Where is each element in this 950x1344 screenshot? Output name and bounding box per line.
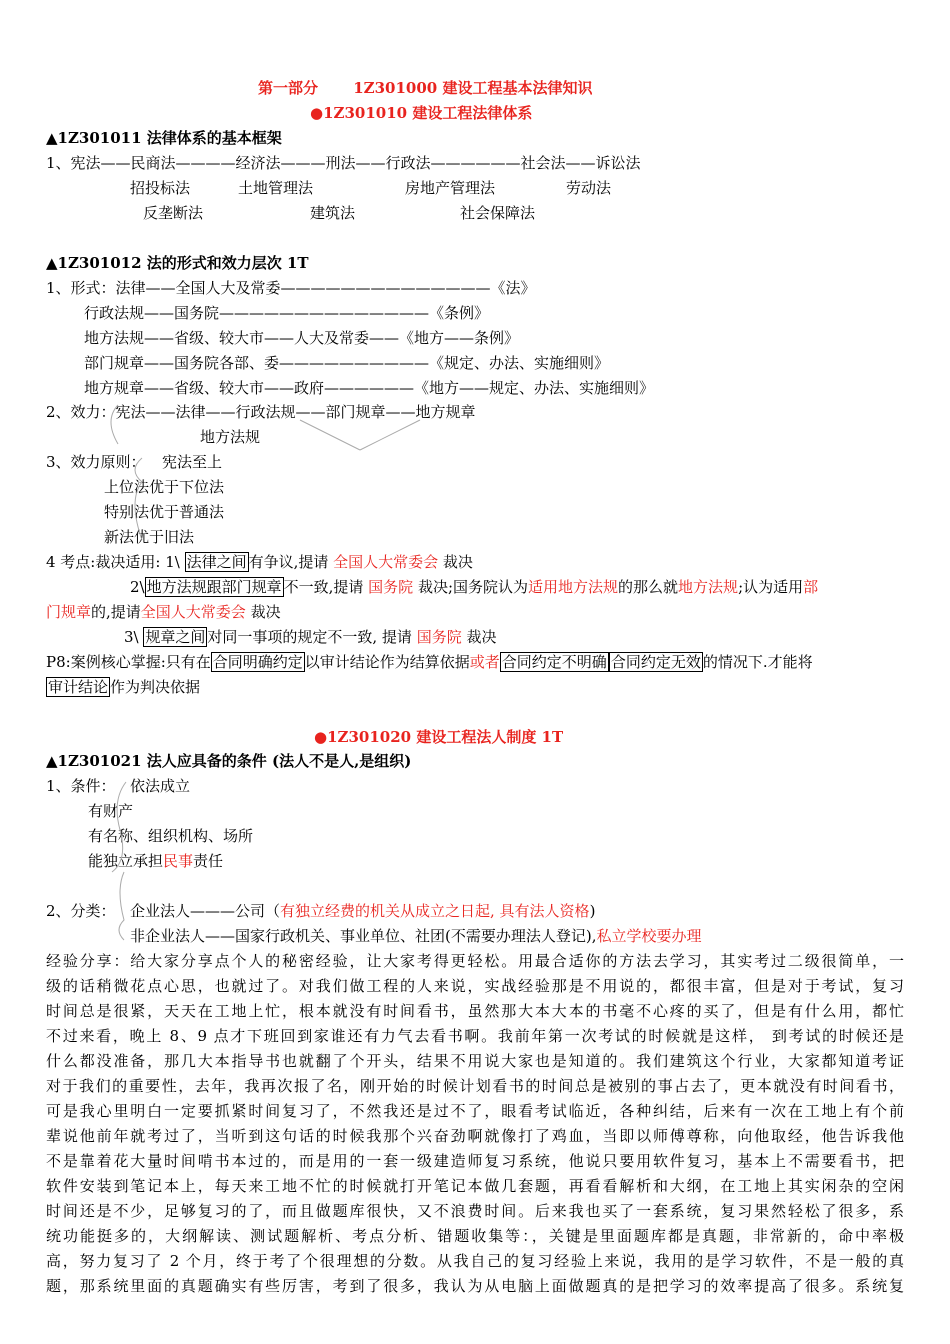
boxed-term: 合同约定无效 bbox=[610, 653, 701, 671]
boxed-term: 审计结论 bbox=[48, 678, 109, 696]
paragraph-line: 级的话稍微花点心思，也就过了。对我们做工程的人来说，实战经验那是不用说的，都很丰富，但是对于考试，复习 bbox=[46, 977, 904, 995]
section-heading-1z301011: ▲1Z301011 法律体系的基本框架 bbox=[46, 129, 282, 147]
principle-item: 新法优于旧法 bbox=[104, 528, 195, 546]
principle-item: 上位法优于下位法 bbox=[104, 478, 225, 496]
effect-line: 2、效力：宪法——法律——行政法规——部门规章——地方规章 bbox=[46, 403, 476, 421]
section-heading-1z301012: ▲1Z301012 法的形式和效力层次 1T bbox=[46, 254, 309, 272]
classification-item: 非企业法人——国家行政机关、事业单位、社团(不需要办理法人登记),私立学校要办理 bbox=[130, 927, 702, 945]
condition-item: 有财产 bbox=[88, 802, 134, 820]
boxed-term: 合同约定不明确 bbox=[501, 653, 607, 671]
law-item: 建筑法 bbox=[310, 204, 356, 222]
section-title-1z301020: ●1Z301020 建设工程法人制度 1T bbox=[314, 728, 564, 746]
boxed-term: 地方法规跟部门规章 bbox=[146, 578, 282, 596]
ruling-line-2-cont: 门规章的,提请全国人大常委会 裁决 bbox=[46, 603, 281, 621]
principle-item: 宪法至上 bbox=[162, 453, 223, 471]
paragraph-line: 什么都没准备，那几大本指导书也就翻了个开头，结果不用说大家也是知道的。我们建筑这个行业，大家都知道考证 bbox=[46, 1052, 904, 1070]
p8-line: P8:案例核心掌握:只有在 合同明确约定 以审计结论作为结算依据或者 合同约定不明确 合同约定无效 的情况下.才能将 bbox=[46, 653, 813, 671]
chapter-title: ●1Z301010 建设工程法律体系 bbox=[310, 104, 533, 122]
condition-item: 依法成立 bbox=[130, 777, 191, 795]
p8-line-cont: 审计结论 作为判决依据 bbox=[48, 678, 201, 696]
paragraph-line: 软件安装到笔记本上，每天来工地不忙的时候就打开笔记本做几套题，再看看解析和大纲，在工地上其实闲杂的空闲 bbox=[46, 1177, 904, 1195]
paragraph-line: 不是靠着花大量时间啃书本过的，而是用的一套一级建造师复习系统，他说只要用软件复习，基本上不需要看书，把 bbox=[46, 1152, 904, 1170]
condition-label: 1、条件： bbox=[46, 777, 116, 795]
part-title: 第一部分 1Z301000 建设工程基本法律知识 bbox=[258, 79, 593, 97]
boxed-term: 规章之间 bbox=[145, 628, 206, 646]
paragraph-line: 经验分享：给大家分享点个人的秘密经验，让大家考得更轻松。用最合适你的方法去学习，其实考过二级很简单，一 bbox=[46, 952, 904, 970]
principle-label: 3、效力原则： bbox=[46, 453, 146, 471]
boxed-term: 法律之间 bbox=[186, 553, 247, 571]
paragraph-line: 对于我们的重要性，去年，我再次报了名，刚开始的时候计划看书的时间总是被别的事占去了，更本就没有时间看书， bbox=[46, 1077, 904, 1095]
law-item: 社会保障法 bbox=[460, 204, 536, 222]
effect-connector bbox=[300, 420, 360, 450]
classification-item: 企业法人———公司（有独立经费的机关从成立之日起, 具有法人资格) bbox=[130, 902, 596, 920]
condition-item: 有名称、组织机构、场所 bbox=[88, 827, 254, 845]
law-item: 招投标法 bbox=[130, 179, 191, 197]
principle-item: 特别法优于普通法 bbox=[104, 503, 225, 521]
form-line: 地方法规——省级、较大市——人大及常委——《地方——条例》 bbox=[84, 329, 520, 347]
paragraph-line: 时间总是很紧，天天在工地上忙，根本就没有时间看书，虽然那大本大本的书毫不心疼的买了，但是有什么用，都忙 bbox=[46, 1002, 904, 1020]
classification-label: 2、分类： bbox=[46, 902, 116, 920]
effect-sub: 地方法规 bbox=[200, 428, 261, 446]
ruling-line-3: 3\ 规章之间 对同一事项的规定不一致, 提请 国务院 裁决 bbox=[124, 628, 497, 646]
form-line: 1、形式：法律——全国人大及常委——————————————《法》 bbox=[46, 279, 536, 297]
ruling-line-2: 2\ 地方法规跟部门规章 不一致,提请 国务院 裁决;国务院认为适用地方法规的那么就地方法规;认为适用部 bbox=[130, 578, 819, 596]
paragraph-line: 可是我心里明白一定要抓紧时间复习了，不然我还是过不了，眼看考试临近，各种纠结，后来有一次在工地上有个前 bbox=[46, 1102, 904, 1120]
paragraph-line: 高，努力复习了 2 个月，终于考了个很理想的分数。从我自己的复习经验上来说，我用的是学习软件，不是一般的真 bbox=[46, 1252, 904, 1270]
paragraph-line: 时间还是不少，足够复习的了，而且做题库很快，又不浪费时间。后来我也买了一套系统，复习果然轻松了很多，系 bbox=[46, 1202, 904, 1220]
classification-brace bbox=[119, 872, 124, 940]
condition-item: 能独立承担民事责任 bbox=[88, 852, 224, 870]
effect-connector bbox=[360, 420, 420, 450]
boxed-term: 合同明确约定 bbox=[212, 653, 303, 671]
paragraph-line: 题，那系统里面的真题确实有些厉害，考到了很多，我认为从电脑上面做题真的是把学习的效率提高了很多。系统复 bbox=[46, 1277, 904, 1295]
law-item: 反垄断法 bbox=[143, 204, 204, 222]
form-line: 地方规章——省级、较大市——政府——————《地方——规定、办法、实施细则》 bbox=[84, 379, 655, 397]
form-line: 部门规章——国务院各部、委——————————《规定、办法、实施细则》 bbox=[84, 354, 610, 372]
paragraph-line: 不过来看，晚上 8、9 点才下班回到家谁还有力气去看书啊。我前年第一次考试的时候就是这样， 到考试的时候还是 bbox=[46, 1027, 904, 1045]
law-item: 劳动法 bbox=[566, 179, 612, 197]
law-item: 房地产管理法 bbox=[405, 179, 496, 197]
paragraph-line: 辈说他前年就考过了，当听到这句话的时候我那个兴奋劲啊就像打了鸡血，当即以师傅尊称，向他取经，他告诉我他 bbox=[46, 1127, 904, 1145]
section-heading-1z301021: ▲1Z301021 法人应具备的条件 (法人不是人,是组织) bbox=[46, 752, 412, 770]
ruling-line-1: 4 考点:裁决适用: 1\ 法律之间 有争议,提请 全国人大常委会 裁决 bbox=[46, 553, 473, 571]
form-line: 行政法规——国务院——————————————《条例》 bbox=[84, 304, 490, 322]
paragraph-line: 统功能挺多的，大纲解读、测试题解析、考点分析、错题收集等：，关键是里面题库都是真题，非常新的，命中率极 bbox=[46, 1227, 904, 1245]
law-item: 土地管理法 bbox=[238, 179, 314, 197]
law-system-line: 1、宪法——民商法————经济法———刑法——行政法——————社会法——诉讼法 bbox=[46, 154, 641, 172]
